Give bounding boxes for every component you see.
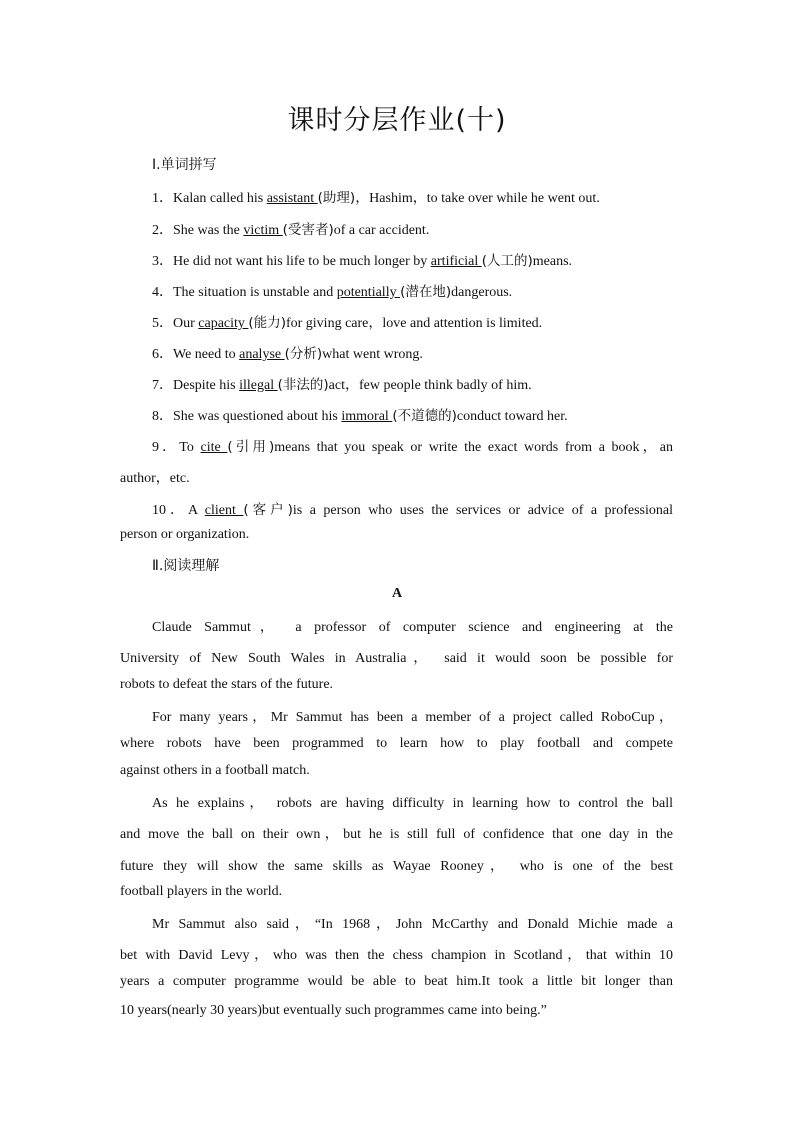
- vocab-item-3: 3．He did not want his life to be much longer by artificial (人工的)means.: [152, 253, 573, 269]
- answer-word: immoral: [341, 409, 393, 424]
- passage-line: Claude Sammut， a professor of computer science and engineering at the: [152, 620, 673, 635]
- passage-line: years a computer programme would be able to beat him.It took a little bit longer than: [120, 974, 673, 989]
- vocab-item-10-continued: person or organization.: [120, 527, 250, 542]
- vocab-item-10: 10．A client (客户)is a person who uses the services or advice of a professional: [152, 502, 673, 518]
- section-heading-vocab: Ⅰ.单词拼写: [152, 157, 217, 173]
- answer-word: analyse: [239, 347, 285, 362]
- passage-line: For many years，Mr Sammut has been a member of a project called RoboCup，: [152, 710, 673, 725]
- answer-word: victim: [243, 223, 283, 238]
- vocab-item-7: 7．Despite his illegal (非法的)act，few people think badly of him.: [152, 377, 532, 393]
- chinese-hint: (助理): [317, 190, 356, 206]
- chinese-hint: (潜在地): [400, 284, 452, 300]
- vocab-item-1: 1．Kalan called his assistant (助理)，Hashim，to take over while he went out.: [152, 190, 600, 206]
- vocab-item-4: 4．The situation is unstable and potentially (潜在地)dangerous.: [152, 284, 513, 300]
- chinese-hint: (引用): [227, 439, 275, 455]
- chinese-hint: (能力): [248, 315, 286, 331]
- answer-word: potentially: [336, 285, 401, 300]
- passage-line: future they will show the same skills as Wayae Rooney， who is one of the best: [120, 859, 673, 874]
- answer-word: client: [204, 503, 244, 518]
- passage-line: bet with David Levy，who was then the chess champion in Scotland，that within 10: [120, 948, 673, 963]
- passage-line: and move the ball on their own，but he is still full of confidence that one day in the: [120, 827, 673, 842]
- chinese-hint: (人工的): [481, 253, 533, 269]
- answer-word: capacity: [198, 316, 249, 331]
- passage-line: 10 years(nearly 30 years)but eventually such programmes came into being.”: [120, 1003, 547, 1018]
- passage-line: As he explains， robots are having difficulty in learning how to control the ball: [152, 796, 673, 811]
- passage-line: University of New South Wales in Australia， said it would soon be possible for: [120, 651, 673, 666]
- answer-word: illegal: [239, 378, 278, 393]
- passage-line: against others in a football match.: [120, 763, 310, 778]
- chinese-hint: (客户): [243, 502, 293, 518]
- answer-word: artificial: [430, 254, 482, 269]
- answer-word: cite: [200, 440, 228, 455]
- vocab-item-5: 5．Our capacity (能力)for giving care，love and attention is limited.: [152, 315, 543, 331]
- chinese-hint: (受害者): [282, 222, 334, 238]
- passage-line: robots to defeat the stars of the future.: [120, 677, 334, 692]
- vocab-item-9: 9．To cite (引用)means that you speak or write the exact words from a book，an: [152, 439, 674, 455]
- passage-label: A: [391, 586, 403, 601]
- chinese-hint: (不道德的): [392, 408, 457, 424]
- answer-word: assistant: [266, 191, 318, 206]
- passage-line: where robots have been programmed to learn how to play football and compete: [120, 736, 673, 751]
- page-title: 课时分层作业(十): [287, 105, 507, 136]
- chinese-hint: (非法的): [277, 377, 329, 393]
- vocab-item-2: 2．She was the victim (受害者)of a car accident.: [152, 222, 430, 238]
- passage-line: Mr Sammut also said，“In 1968，John McCarthy and Donald Michie made a: [152, 917, 673, 932]
- chinese-hint: (分析): [284, 346, 323, 362]
- passage-line: football players in the world.: [120, 884, 283, 899]
- section-heading-reading: Ⅱ.阅读理解: [152, 558, 220, 574]
- vocab-item-6: 6．We need to analyse (分析)what went wrong.: [152, 346, 423, 362]
- vocab-item-9-continued: author，etc.: [120, 471, 190, 486]
- vocab-item-8: 8．She was questioned about his immoral (不道德的)conduct toward her.: [152, 408, 568, 424]
